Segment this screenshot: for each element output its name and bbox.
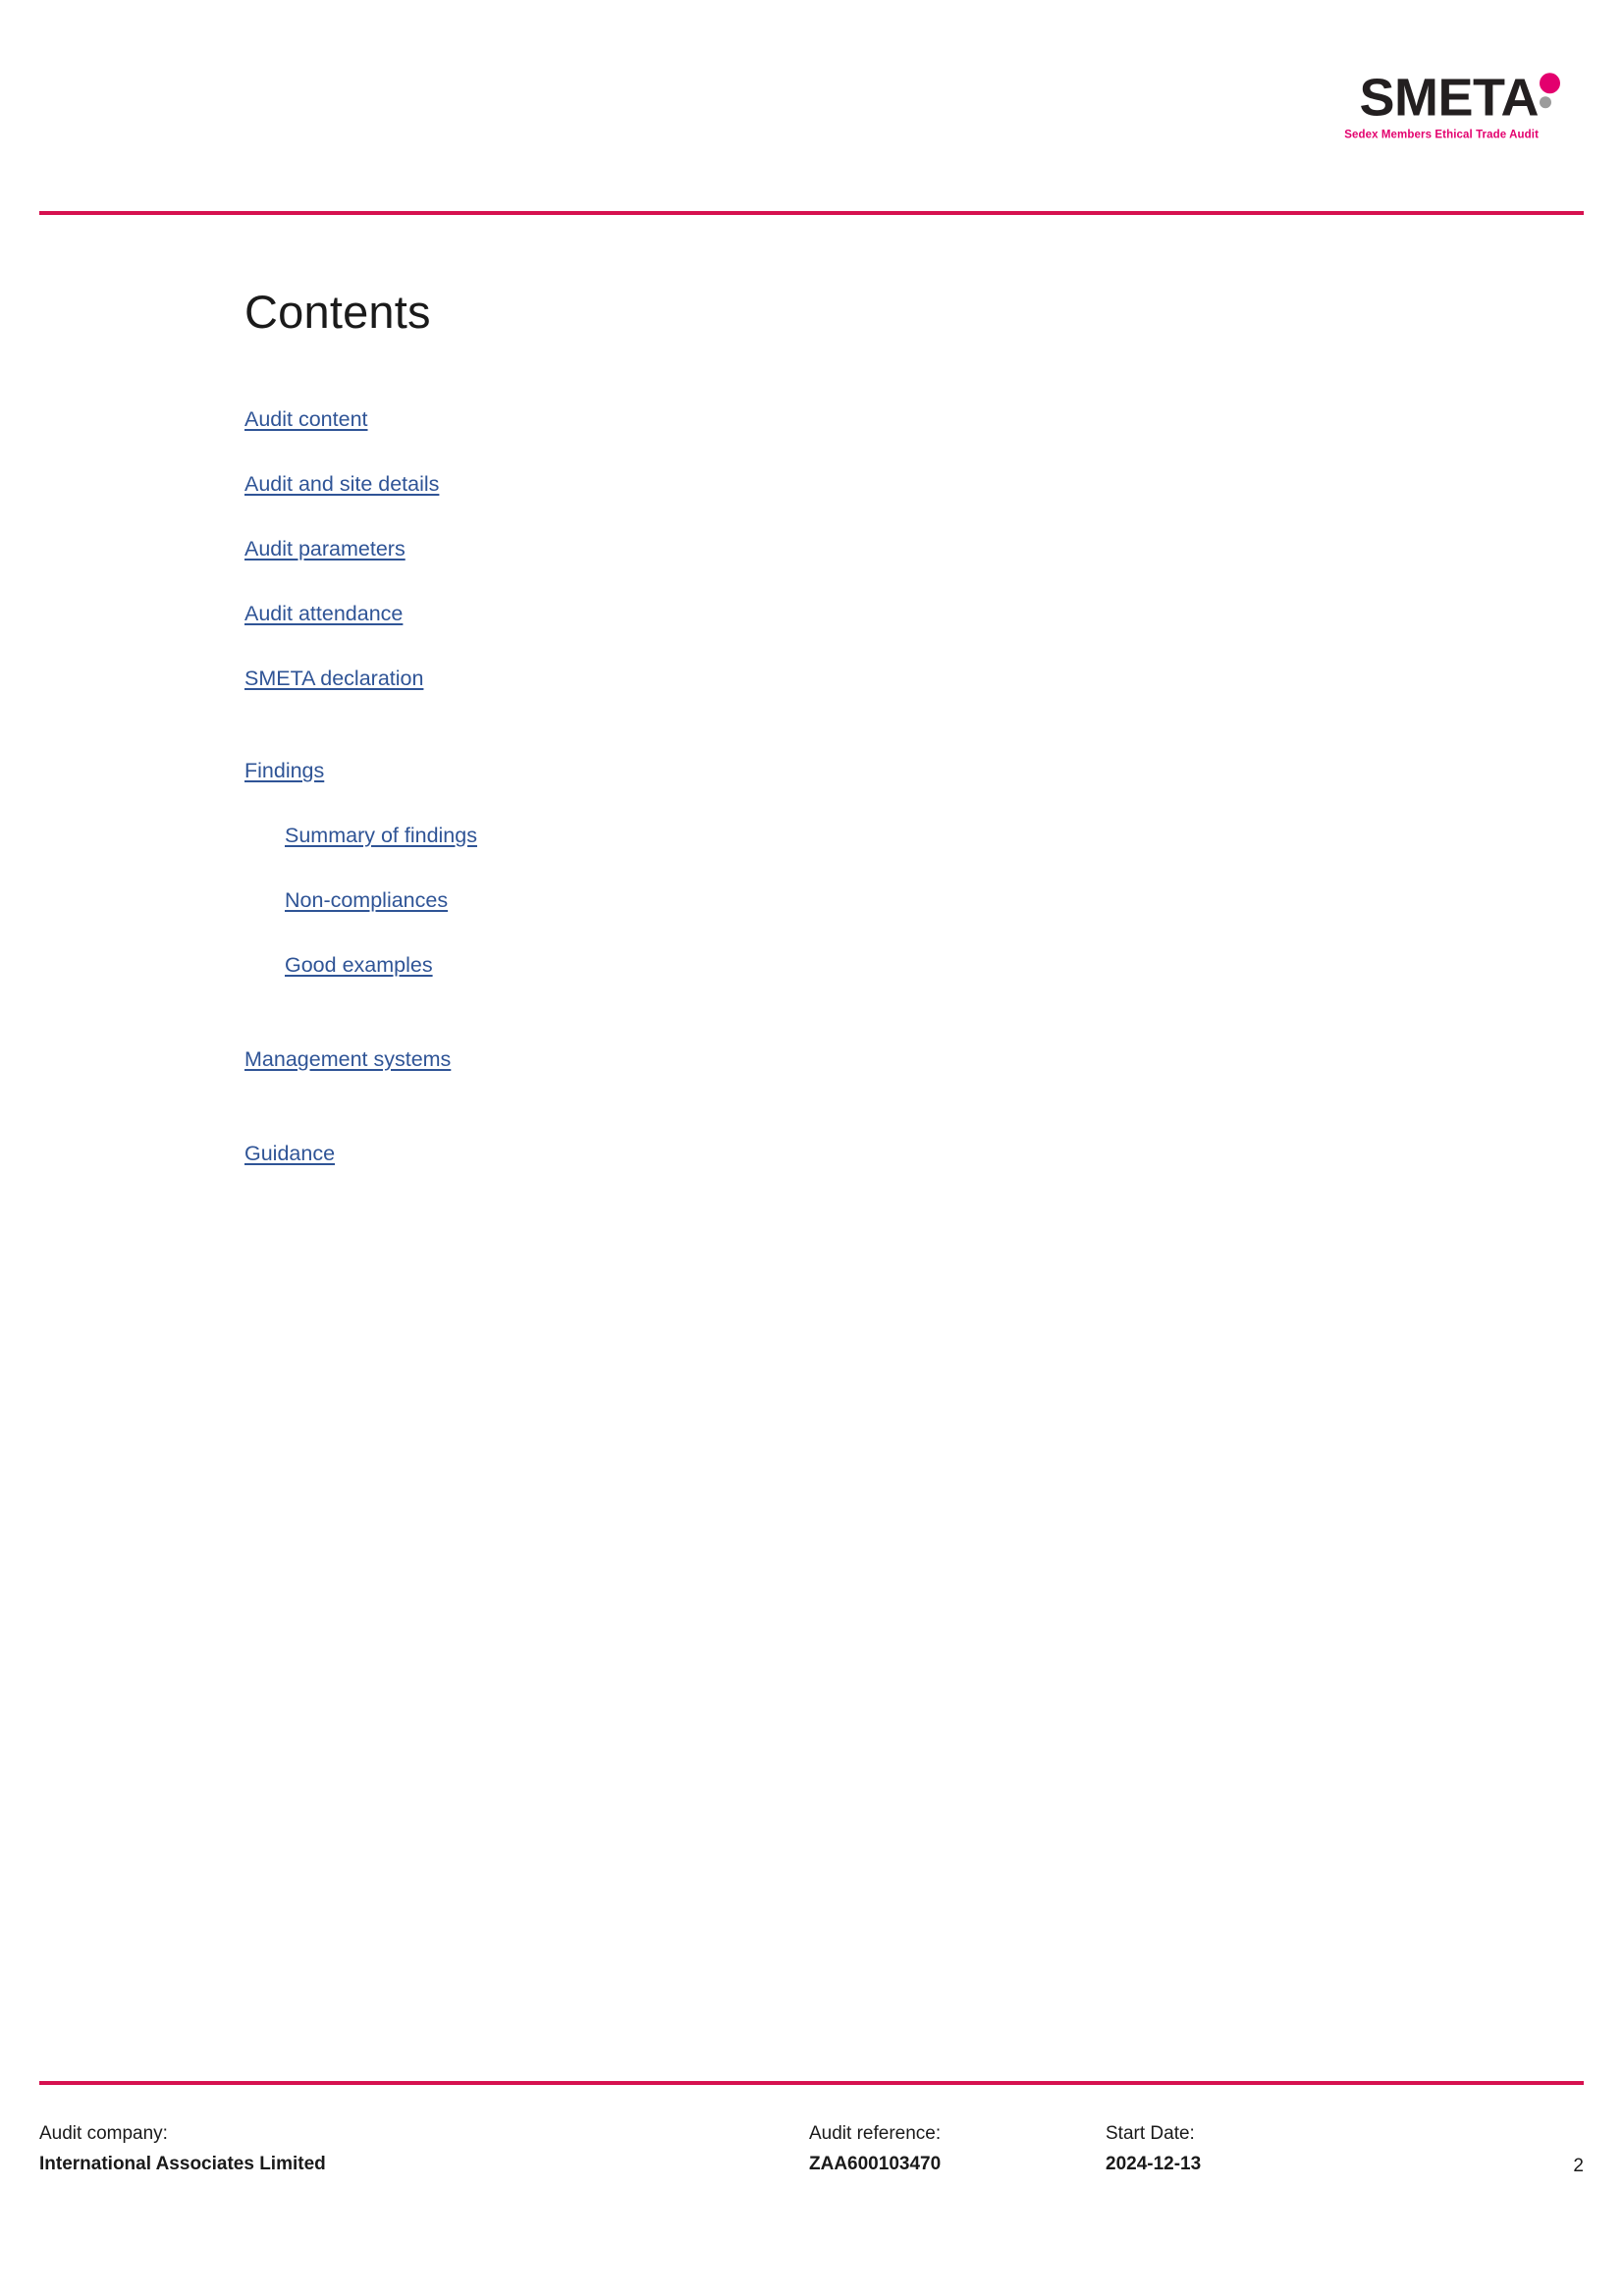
smeta-logo [1344,68,1539,141]
toc-link-non-compliances[interactable]: Non-compliances [285,888,449,912]
toc-link-good-examples[interactable]: Good examples [285,953,433,977]
logo-dot-small-icon [1540,96,1551,108]
footer-audit-company-label: Audit company: [39,2123,168,2144]
footer-audit-reference-label: Audit reference: [809,2123,942,2144]
footer-start-date-label: Start Date: [1106,2123,1195,2144]
footer-divider [39,2081,1584,2085]
footer-audit-company-value: International Associates Limited [39,2154,326,2174]
toc-link-audit-and-site-details[interactable]: Audit and site details [244,472,440,496]
toc-link-management-systems[interactable]: Management systems [244,1047,452,1071]
page-footer [39,2123,1584,2212]
header-divider [39,211,1584,215]
page-number: 2 [1573,2156,1584,2176]
logo-dot-large-icon [1540,73,1560,93]
page-header [0,0,1623,214]
toc-link-summary-of-findings[interactable]: Summary of findings [285,824,477,847]
footer-audit-company [39,2123,326,2175]
contents-section [244,285,1423,1206]
page-title: Contents [244,286,431,338]
smeta-logo-tagline: Sedex Members Ethical Trade Audit [1344,129,1539,141]
footer-audit-reference-value: ZAA600103470 [809,2154,942,2174]
toc-link-findings[interactable]: Findings [244,759,325,782]
footer-audit-reference [809,2123,941,2175]
table-of-contents [244,407,1423,1166]
smeta-logo-wordmark: SMETA [1359,68,1539,128]
toc-link-audit-attendance[interactable]: Audit attendance [244,602,404,625]
toc-link-audit-parameters[interactable]: Audit parameters [244,537,406,561]
toc-link-smeta-declaration[interactable]: SMETA declaration [244,667,424,690]
toc-link-guidance[interactable]: Guidance [244,1142,336,1165]
footer-start-date-value: 2024-12-13 [1106,2154,1202,2174]
footer-start-date [1106,2123,1201,2175]
toc-link-audit-content[interactable]: Audit content [244,407,368,431]
